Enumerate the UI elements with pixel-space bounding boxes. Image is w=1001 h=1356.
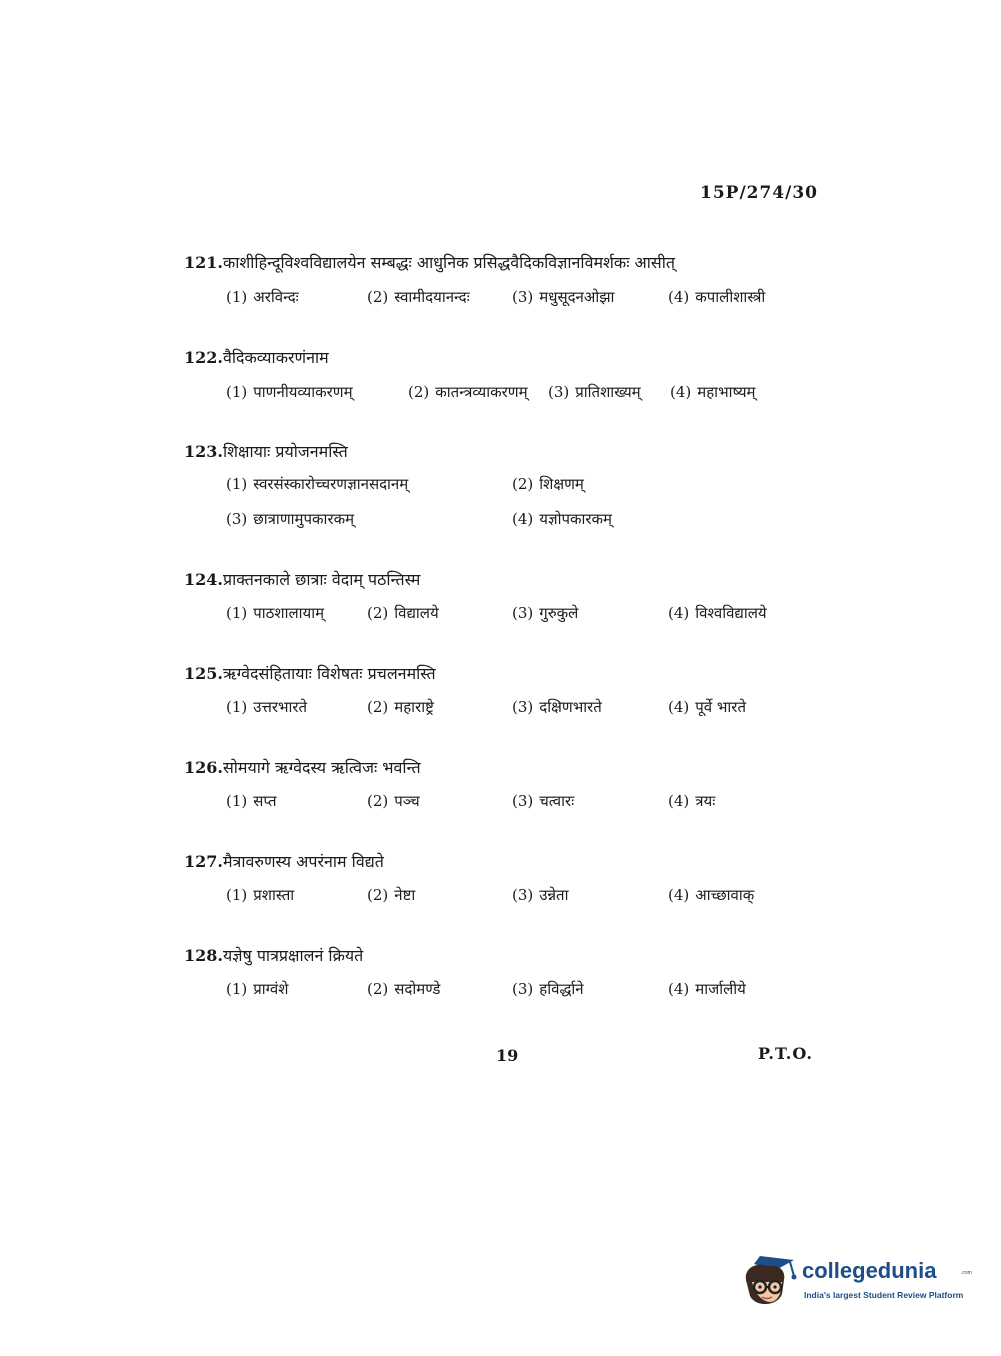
question-text: मैत्रावरुणस्य अपरंनाम विद्यते	[222, 852, 384, 871]
option-1: (1) पाठशालायाम्	[226, 604, 325, 622]
option-4: (4) त्रयः	[668, 792, 716, 810]
question-number: 121.	[184, 253, 223, 272]
option-3: (3) उन्नेता	[512, 886, 569, 904]
option-1: (1) सप्त	[226, 792, 277, 810]
option-3: (3) हविर्द्धाने	[512, 980, 584, 998]
question-text: वैदिकव्याकरणंनाम	[222, 348, 329, 367]
option-3: (3) मधुसूदनओझा	[512, 288, 615, 306]
option-4: (4) मार्जालीये	[668, 980, 746, 998]
option-2: (2) कातन्त्रव्याकरणम्	[408, 383, 528, 401]
option-4: (4) पूर्वे भारते	[668, 698, 746, 716]
option-3: (3) प्रातिशाख्यम्	[548, 383, 641, 401]
question-text: शिक्षायाः प्रयोजनमस्ति	[222, 442, 348, 461]
collegedunia-watermark	[742, 1250, 970, 1312]
option-4: (4) महाभाष्यम्	[670, 383, 756, 401]
question-number: 125.	[184, 664, 223, 683]
option-2: (2) शिक्षणम्	[512, 475, 584, 493]
question-number: 128.	[184, 946, 223, 965]
question-number: 122.	[184, 348, 223, 367]
paper-code: 15P/274/30	[700, 183, 819, 203]
option-2: (2) नेष्टा	[367, 886, 416, 904]
option-2: (2) विद्यालये	[367, 604, 439, 622]
option-4: (4) कपालीशास्त्री	[668, 288, 766, 306]
question-number: 127.	[184, 852, 223, 871]
mascot-icon	[742, 1250, 800, 1312]
pto-label: P.T.O.	[758, 1044, 813, 1063]
question-text: प्राक्तनकाले छात्राः वेदाम् पठन्तिस्म	[222, 570, 421, 589]
question-number: 126.	[184, 758, 223, 777]
option-3: (3) दक्षिणभारते	[512, 698, 602, 716]
option-1: (1) अरविन्दः	[226, 288, 299, 306]
option-1: (1) प्राग्वंशे	[226, 980, 289, 998]
option-2: (2) महाराष्ट्रे	[367, 698, 434, 716]
option-4: (4) यज्ञोपकारकम्	[512, 510, 613, 528]
question-number: 124.	[184, 570, 223, 589]
option-1: (1) स्वरसंस्कारोच्चरणज्ञानसदानम्	[226, 475, 409, 493]
logo-name: collegedunia	[802, 1258, 937, 1283]
option-2: (2) पञ्च	[367, 792, 420, 810]
question-text: काशीहिन्दूविश्वविद्यालयेन सम्बद्धः आधुनिक प्रसिद्धवैदिकविज्ञानविमर्शकः आसीत्	[222, 253, 675, 272]
question-text: यज्ञेषु पात्रप्रक्षालनं क्रियते	[222, 946, 364, 965]
question-text: सोमयागे ऋग्वेदस्य ऋत्विजः भवन्ति	[222, 758, 421, 777]
option-1: (1) उत्तरभारते	[226, 698, 308, 716]
question-text: ऋग्वेदसंहितायाः विशेषतः प्रचलनमस्ति	[222, 664, 436, 683]
option-3: (3) गुरुकुले	[512, 604, 579, 622]
logo-suffix: .com	[961, 1270, 972, 1276]
option-1: (1) प्रशास्ता	[226, 886, 295, 904]
option-2: (2) सदोमण्डे	[367, 980, 441, 998]
option-1: (1) पाणनीयव्याकरणम्	[226, 383, 353, 401]
option-4: (4) आच्छावाक्	[668, 886, 755, 904]
option-4: (4) विश्वविद्यालये	[668, 604, 767, 622]
page-number: 19	[496, 1046, 519, 1065]
option-2: (2) स्वामीदयानन्दः	[367, 288, 470, 306]
option-3: (3) चत्वारः	[512, 792, 575, 810]
question-number: 123.	[184, 442, 223, 461]
logo-tagline: India's largest Student Review Platform	[804, 1290, 964, 1300]
option-3: (3) छात्राणामुपकारकम्	[226, 510, 355, 528]
